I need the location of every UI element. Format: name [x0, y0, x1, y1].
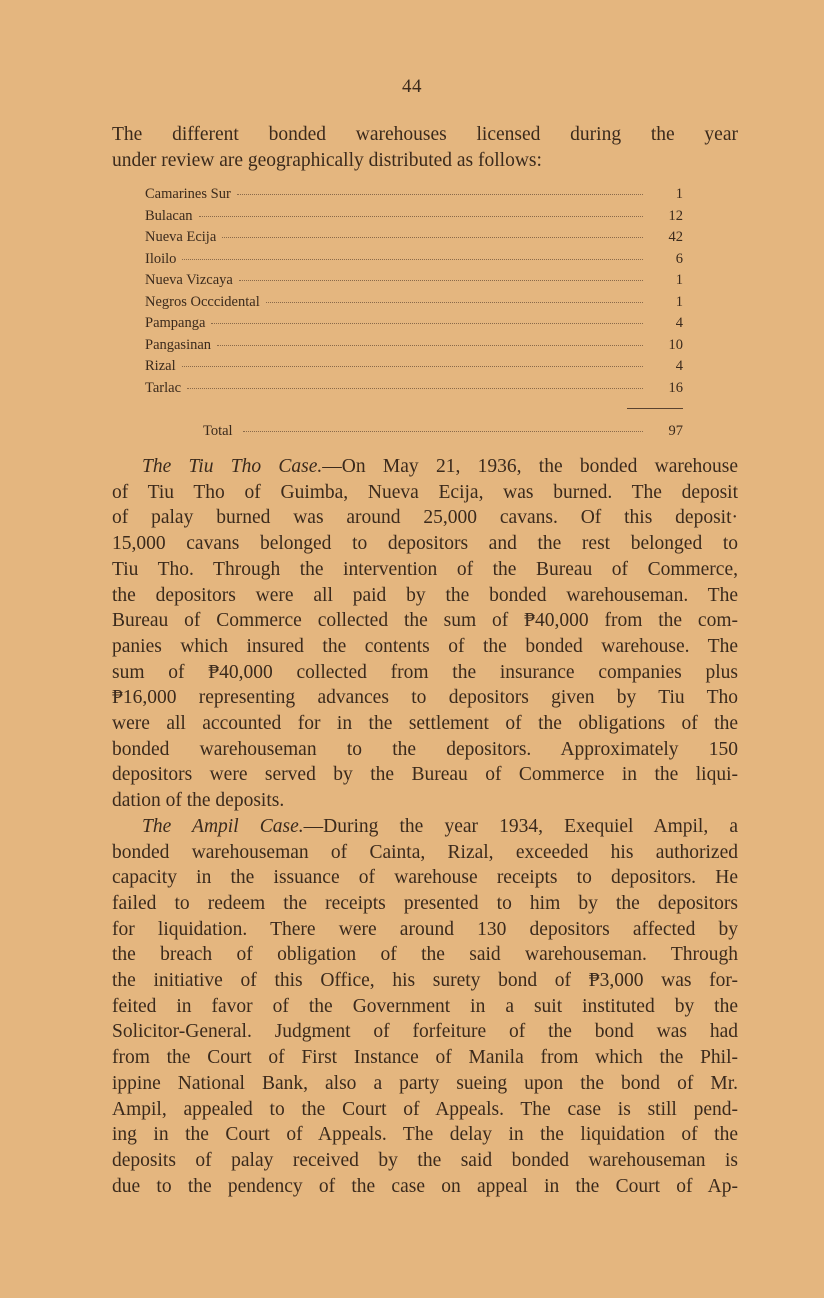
- page-number: 44: [402, 76, 422, 97]
- total-rule: [627, 408, 683, 409]
- warehouse-count: 1: [675, 293, 683, 310]
- warehouse-count: 4: [675, 358, 683, 374]
- text-line: dation of the deposits.: [112, 790, 285, 812]
- warehouse-count: 1: [675, 186, 683, 202]
- text-line: ippine National Bank, also a party sueing upon the bond of Mr.: [112, 1072, 738, 1094]
- total-value: 97: [668, 423, 683, 439]
- text-line: deposits of palay received by the said bonded warehouseman is: [112, 1149, 738, 1171]
- text-line: Bureau of Commerce collected the sum of ₱40,000 from the com-: [112, 610, 738, 632]
- province-name: Tarlac: [145, 379, 182, 396]
- text-line: from the Court of First Instance of Manila from which the Phil-: [112, 1047, 738, 1069]
- table-row: [145, 335, 685, 357]
- ampil-case-paragraph: [112, 814, 738, 1200]
- intro-paragraph: [112, 122, 738, 174]
- text-line: bonded warehouseman of Cainta, Rizal, exceeded his authorized: [112, 841, 738, 863]
- table-row: [145, 249, 685, 271]
- table-row: [145, 356, 685, 378]
- text-line: of palay burned was around 25,000 cavans. Of this deposit·: [112, 507, 738, 529]
- body-text: [112, 454, 738, 1199]
- leader-dots: [217, 345, 643, 346]
- text-line: the breach of obligation of the said warehouseman. Through: [112, 944, 738, 966]
- text-fragment: —On May 21, 1936, the bonded warehouse: [322, 456, 738, 477]
- text-line: due to the pendency of the case on appeal in the Court of Ap-: [112, 1175, 738, 1197]
- text-line: Solicitor-General. Judgment of forfeiture of the bond was had: [112, 1021, 738, 1043]
- leader-dots: [237, 194, 643, 195]
- leader-dots: [243, 431, 643, 432]
- text-line: Tiu Tho. Through the intervention of the Bureau of Commerce,: [112, 558, 738, 580]
- intro-line: The different bonded warehouses licensed during the year: [112, 124, 738, 145]
- table-row: [145, 184, 685, 206]
- text-line: Ampil, appealed to the Court of Appeals. The case is still pend-: [112, 1098, 738, 1120]
- text-line: ing in the Court of Appeals. The delay in the liquidation of the: [112, 1124, 738, 1146]
- total-label: Total: [203, 423, 233, 439]
- table-row: [145, 227, 685, 249]
- province-name: Camarines Sur: [145, 186, 231, 202]
- text-line: the initiative of this Office, his surety bond of ₱3,000 was for-: [112, 970, 738, 992]
- warehouse-distribution-table: [145, 184, 685, 399]
- text-line: capacity in the issuance of warehouse receipts to depositors. He: [112, 867, 738, 889]
- total-row: [203, 421, 685, 443]
- text-line: panies which insured the contents of the bonded warehouse. The: [112, 635, 738, 657]
- leader-dots: [199, 216, 643, 217]
- province-name: Nueva Ecija: [145, 229, 217, 245]
- tiu-tho-case-paragraph: [112, 454, 738, 814]
- warehouse-count: 12: [668, 207, 683, 224]
- warehouse-count: 6: [675, 250, 683, 267]
- leader-dots: [187, 388, 643, 389]
- leader-dots: [182, 366, 643, 367]
- warehouse-count: 42: [668, 229, 683, 245]
- warehouse-count: 1: [675, 272, 683, 288]
- text-line: [112, 454, 738, 480]
- province-name: Rizal: [145, 358, 176, 374]
- leader-dots: [266, 302, 643, 303]
- text-line: ₱16,000 representing advances to depositors given by Tiu Tho: [112, 687, 738, 709]
- text-line: depositors were served by the Bureau of Commerce in the liqui-: [112, 764, 738, 786]
- intro-line: under review are geographically distributed as follows:: [112, 150, 542, 171]
- text-line: were all accounted for in the settlement of the obligations of the: [112, 713, 738, 735]
- text-line: for liquidation. There were around 130 depositors affected by: [112, 918, 738, 940]
- leader-dots: [211, 323, 643, 324]
- table-row: [145, 270, 685, 292]
- province-name: Iloilo: [145, 250, 177, 267]
- province-name: Pangasinan: [145, 336, 212, 353]
- text-line: failed to redeem the receipts presented to him by the depositors: [112, 892, 738, 914]
- warehouse-count: 16: [668, 379, 683, 396]
- text-fragment: —During the year 1934, Exequiel Ampil, a: [303, 815, 739, 837]
- table-row: [145, 292, 685, 314]
- province-name: Pampanga: [145, 315, 206, 331]
- warehouse-count: 10: [668, 336, 683, 353]
- province-name: Bulacan: [145, 207, 193, 224]
- leader-dots: [222, 237, 643, 238]
- text-line: sum of ₱40,000 collected from the insurance companies plus: [112, 661, 738, 683]
- text-line: 15,000 cavans belonged to depositors and the rest belonged to: [112, 533, 738, 555]
- text-line: feited in favor of the Government in a suit instituted by the: [112, 995, 738, 1017]
- text-line: the depositors were all paid by the bonded warehouseman. The: [112, 584, 738, 606]
- province-name: Negros Occcidental: [145, 293, 260, 310]
- text-line: bonded warehouseman to the depositors. Approximately 150: [112, 738, 738, 760]
- leader-dots: [239, 280, 643, 281]
- table-row: [145, 313, 685, 335]
- leader-dots: [182, 259, 643, 260]
- table-row: [145, 378, 685, 400]
- province-name: Nueva Vizcaya: [145, 272, 233, 288]
- table-row: [145, 206, 685, 228]
- case-title: The Ampil Case.: [142, 815, 304, 837]
- text-line: [112, 814, 738, 840]
- warehouse-count: 4: [675, 315, 683, 331]
- text-line: of Tiu Tho of Guimba, Nueva Ecija, was burned. The deposit: [112, 481, 738, 503]
- case-title: The Tiu Tho Case.: [142, 456, 323, 477]
